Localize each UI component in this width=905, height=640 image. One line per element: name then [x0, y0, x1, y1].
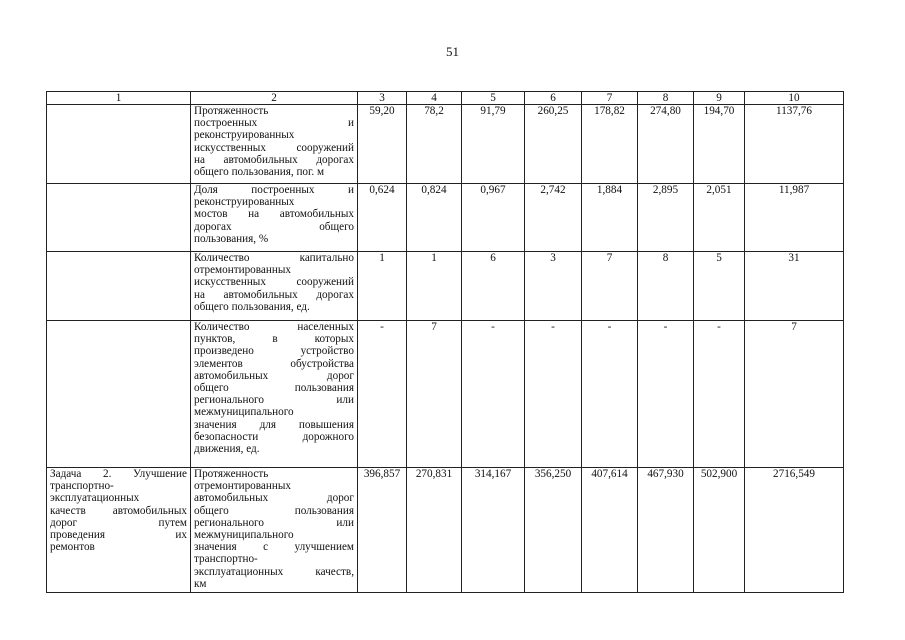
desc-line: реконструированных — [194, 129, 295, 142]
value-cell: 1137,76 — [745, 105, 844, 184]
page-number: 51 — [446, 44, 459, 59]
header-cell: 7 — [582, 92, 638, 105]
table-header-row — [47, 92, 844, 105]
value-cell: 396,857 — [358, 468, 407, 593]
value-cell: 7 — [407, 321, 462, 468]
task-cell — [47, 105, 191, 184]
desc-line: пунктов, в которых — [194, 333, 354, 346]
task-cell — [47, 252, 191, 321]
value-cell: 2,051 — [694, 184, 745, 252]
desc-line: построенных и — [194, 117, 354, 130]
value-cell: 0,824 — [407, 184, 462, 252]
indicator-table — [46, 91, 844, 593]
desc-line: элементов обустройства — [194, 357, 354, 370]
header-cell: 1 — [47, 92, 191, 105]
desc-line: общего пользования, пог. м — [194, 166, 325, 179]
desc-line: Протяженность — [194, 468, 269, 480]
header-cell: 6 — [525, 92, 582, 105]
desc-line: безопасности дорожного — [194, 430, 354, 443]
value-cell: 31 — [745, 252, 844, 321]
header-cell: 9 — [694, 92, 745, 105]
header-cell: 4 — [407, 92, 462, 105]
value-cell: 2,742 — [525, 184, 582, 252]
desc-line: эксплуатационных качеств, — [194, 565, 354, 578]
value-cell: 8 — [638, 252, 694, 321]
desc-line: межмуниципального — [194, 406, 294, 419]
task-cell — [47, 184, 191, 252]
desc-line: Количество капитально — [194, 252, 354, 264]
task-line: Задача 2. Улучшение — [50, 468, 187, 480]
value-cell: 6 — [462, 252, 525, 321]
value-cell: 1 — [358, 252, 407, 321]
desc-line: искусственных сооружений — [194, 276, 354, 289]
task-line: транспортно- — [50, 480, 114, 493]
task-line: дорог путем — [50, 516, 187, 529]
header-cell: 10 — [745, 92, 844, 105]
desc-line: искусственных сооружений — [194, 141, 354, 154]
task-line: эксплуатационных — [50, 492, 140, 505]
desc-line: реконструированных — [194, 196, 295, 209]
value-cell: 467,930 — [638, 468, 694, 593]
desc-line: значения с улучшением — [194, 541, 354, 554]
task-line: качеств автомобильных — [50, 504, 187, 517]
desc-line: автомобильных дорог — [194, 369, 354, 382]
indicator-cell — [191, 321, 358, 468]
value-cell: 2716,549 — [745, 468, 844, 593]
value-cell: 2,895 — [638, 184, 694, 252]
table-row — [47, 252, 844, 321]
table-row — [47, 105, 844, 184]
value-cell: 7 — [582, 252, 638, 321]
desc-line: дорогах общего — [194, 220, 354, 233]
indicator-cell — [191, 105, 358, 184]
table-row — [47, 468, 844, 593]
value-cell: 0,624 — [358, 184, 407, 252]
value-cell: 314,167 — [462, 468, 525, 593]
table-row — [47, 321, 844, 468]
task-line: проведения их — [50, 529, 187, 542]
header-cell: 2 — [191, 92, 358, 105]
table-body — [47, 92, 844, 593]
desc-line: пользования, % — [194, 232, 269, 245]
desc-line: движения, ед. — [194, 443, 260, 456]
value-cell: 502,900 — [694, 468, 745, 593]
desc-line: значения для повышения — [194, 418, 354, 431]
desc-line: км — [194, 577, 207, 590]
desc-line: произведено устройство — [194, 345, 354, 358]
value-cell: 1 — [407, 252, 462, 321]
value-cell: 260,25 — [525, 105, 582, 184]
desc-line: общего пользования, ед. — [194, 300, 310, 313]
value-cell: 3 — [525, 252, 582, 321]
desc-line: регионального или — [194, 516, 354, 529]
value-cell: 194,70 — [694, 105, 745, 184]
table-row — [47, 184, 844, 252]
value-cell: - — [582, 321, 638, 468]
task-line: ремонтов — [50, 541, 95, 554]
desc-line: на автомобильных дорогах — [194, 288, 354, 301]
desc-line: Количество населенных — [194, 321, 354, 333]
desc-line: отремонтированных — [194, 480, 291, 493]
indicator-cell — [191, 252, 358, 321]
value-cell: 1,884 — [582, 184, 638, 252]
task-cell — [47, 468, 191, 593]
header-cell: 8 — [638, 92, 694, 105]
value-cell: - — [358, 321, 407, 468]
desc-line: общего пользования — [194, 382, 354, 395]
value-cell: 5 — [694, 252, 745, 321]
value-cell: - — [462, 321, 525, 468]
desc-line: отремонтированных — [194, 264, 291, 277]
value-cell: 7 — [745, 321, 844, 468]
desc-line: межмуниципального — [194, 529, 294, 542]
indicator-cell — [191, 468, 358, 593]
desc-line: транспортно- — [194, 553, 258, 566]
header-cell: 5 — [462, 92, 525, 105]
value-cell: 356,250 — [525, 468, 582, 593]
value-cell: 407,614 — [582, 468, 638, 593]
desc-line: регионального или — [194, 394, 354, 407]
value-cell: - — [694, 321, 745, 468]
header-cell: 3 — [358, 92, 407, 105]
value-cell: - — [525, 321, 582, 468]
value-cell: 59,20 — [358, 105, 407, 184]
value-cell: 274,80 — [638, 105, 694, 184]
value-cell: 91,79 — [462, 105, 525, 184]
value-cell: - — [638, 321, 694, 468]
desc-line: Доля построенных и — [194, 184, 354, 196]
value-cell: 178,82 — [582, 105, 638, 184]
desc-line: общего пользования — [194, 504, 354, 517]
desc-line: на автомобильных дорогах — [194, 153, 354, 166]
desc-line: автомобильных дорог — [194, 492, 354, 505]
indicator-cell — [191, 184, 358, 252]
desc-line: мостов на автомобильных — [194, 208, 354, 221]
desc-line: Протяженность — [194, 105, 269, 117]
task-cell — [47, 321, 191, 468]
value-cell: 270,831 — [407, 468, 462, 593]
value-cell: 11,987 — [745, 184, 844, 252]
value-cell: 78,2 — [407, 105, 462, 184]
value-cell: 0,967 — [462, 184, 525, 252]
